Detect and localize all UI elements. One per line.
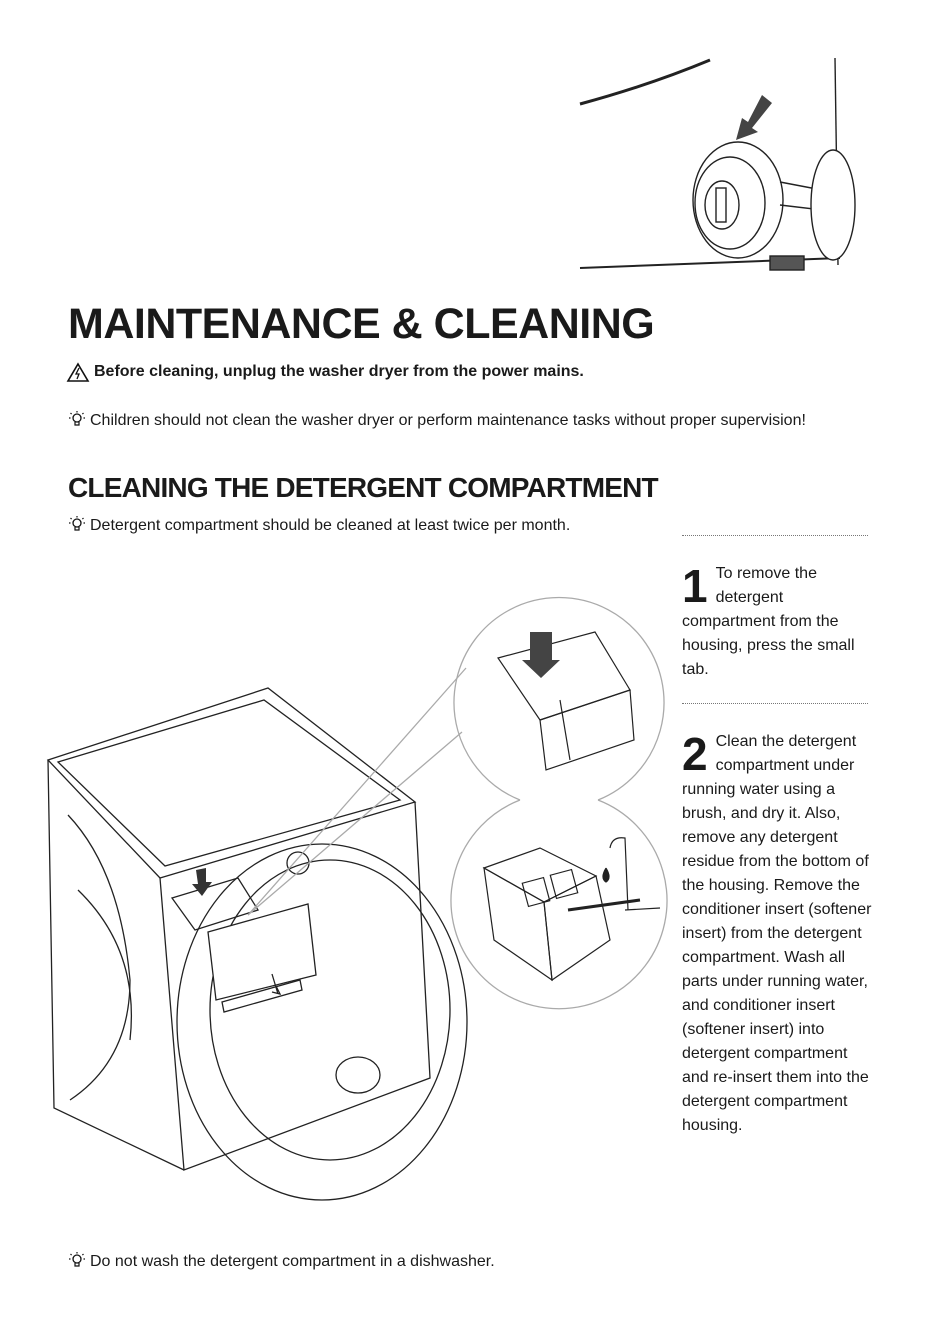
tip-children-text: Children should not clean the washer dryer or perform maintenance tasks without proper supervision! [90, 412, 806, 429]
washer-illustration [48, 688, 467, 1200]
step-2 [682, 730, 872, 1138]
step-text: Clean the detergent compartment under running water using a brush, and dry it. Also, remove any detergent residue from the bottom of the housing. Remove the conditioner insert (softener insert) from the detergent compartment. Wash all parts under running water, and conditioner insert (softener insert) into detergent compartment and re-insert them into the detergent compartment housing. [682, 733, 872, 1134]
tip-children [68, 409, 828, 433]
step-1 [682, 562, 872, 682]
step-text: To remove the detergent compartment from the housing, press the small tab. [682, 565, 855, 678]
drawer-step2-illustration [484, 838, 660, 980]
divider [682, 535, 868, 536]
warning-icon-spacer [68, 362, 88, 382]
divider [682, 703, 868, 704]
section-heading: CLEANING THE DETERGENT COMPARTMENT [68, 472, 658, 503]
tip-dishwasher-text: Do not wash the detergent compartment in a dishwasher. [90, 1253, 495, 1270]
lightbulb-icon [68, 410, 86, 428]
step-number: 2 [682, 728, 708, 780]
lightbulb-icon [68, 515, 86, 533]
warning-notice [68, 362, 584, 382]
drawer-step1-illustration [498, 632, 634, 770]
step-number: 1 [682, 560, 708, 612]
tip-frequency [68, 514, 570, 538]
lightbulb-icon [68, 1251, 86, 1269]
tip-dishwasher [68, 1250, 495, 1274]
pump-filter-illustration [580, 58, 855, 270]
warning-text: Before cleaning, unplug the washer dryer from the power mains. [94, 363, 584, 380]
page-title: MAINTENANCE & CLEANING [68, 300, 655, 348]
tip-frequency-text: Detergent compartment should be cleaned at least twice per month. [90, 517, 571, 534]
